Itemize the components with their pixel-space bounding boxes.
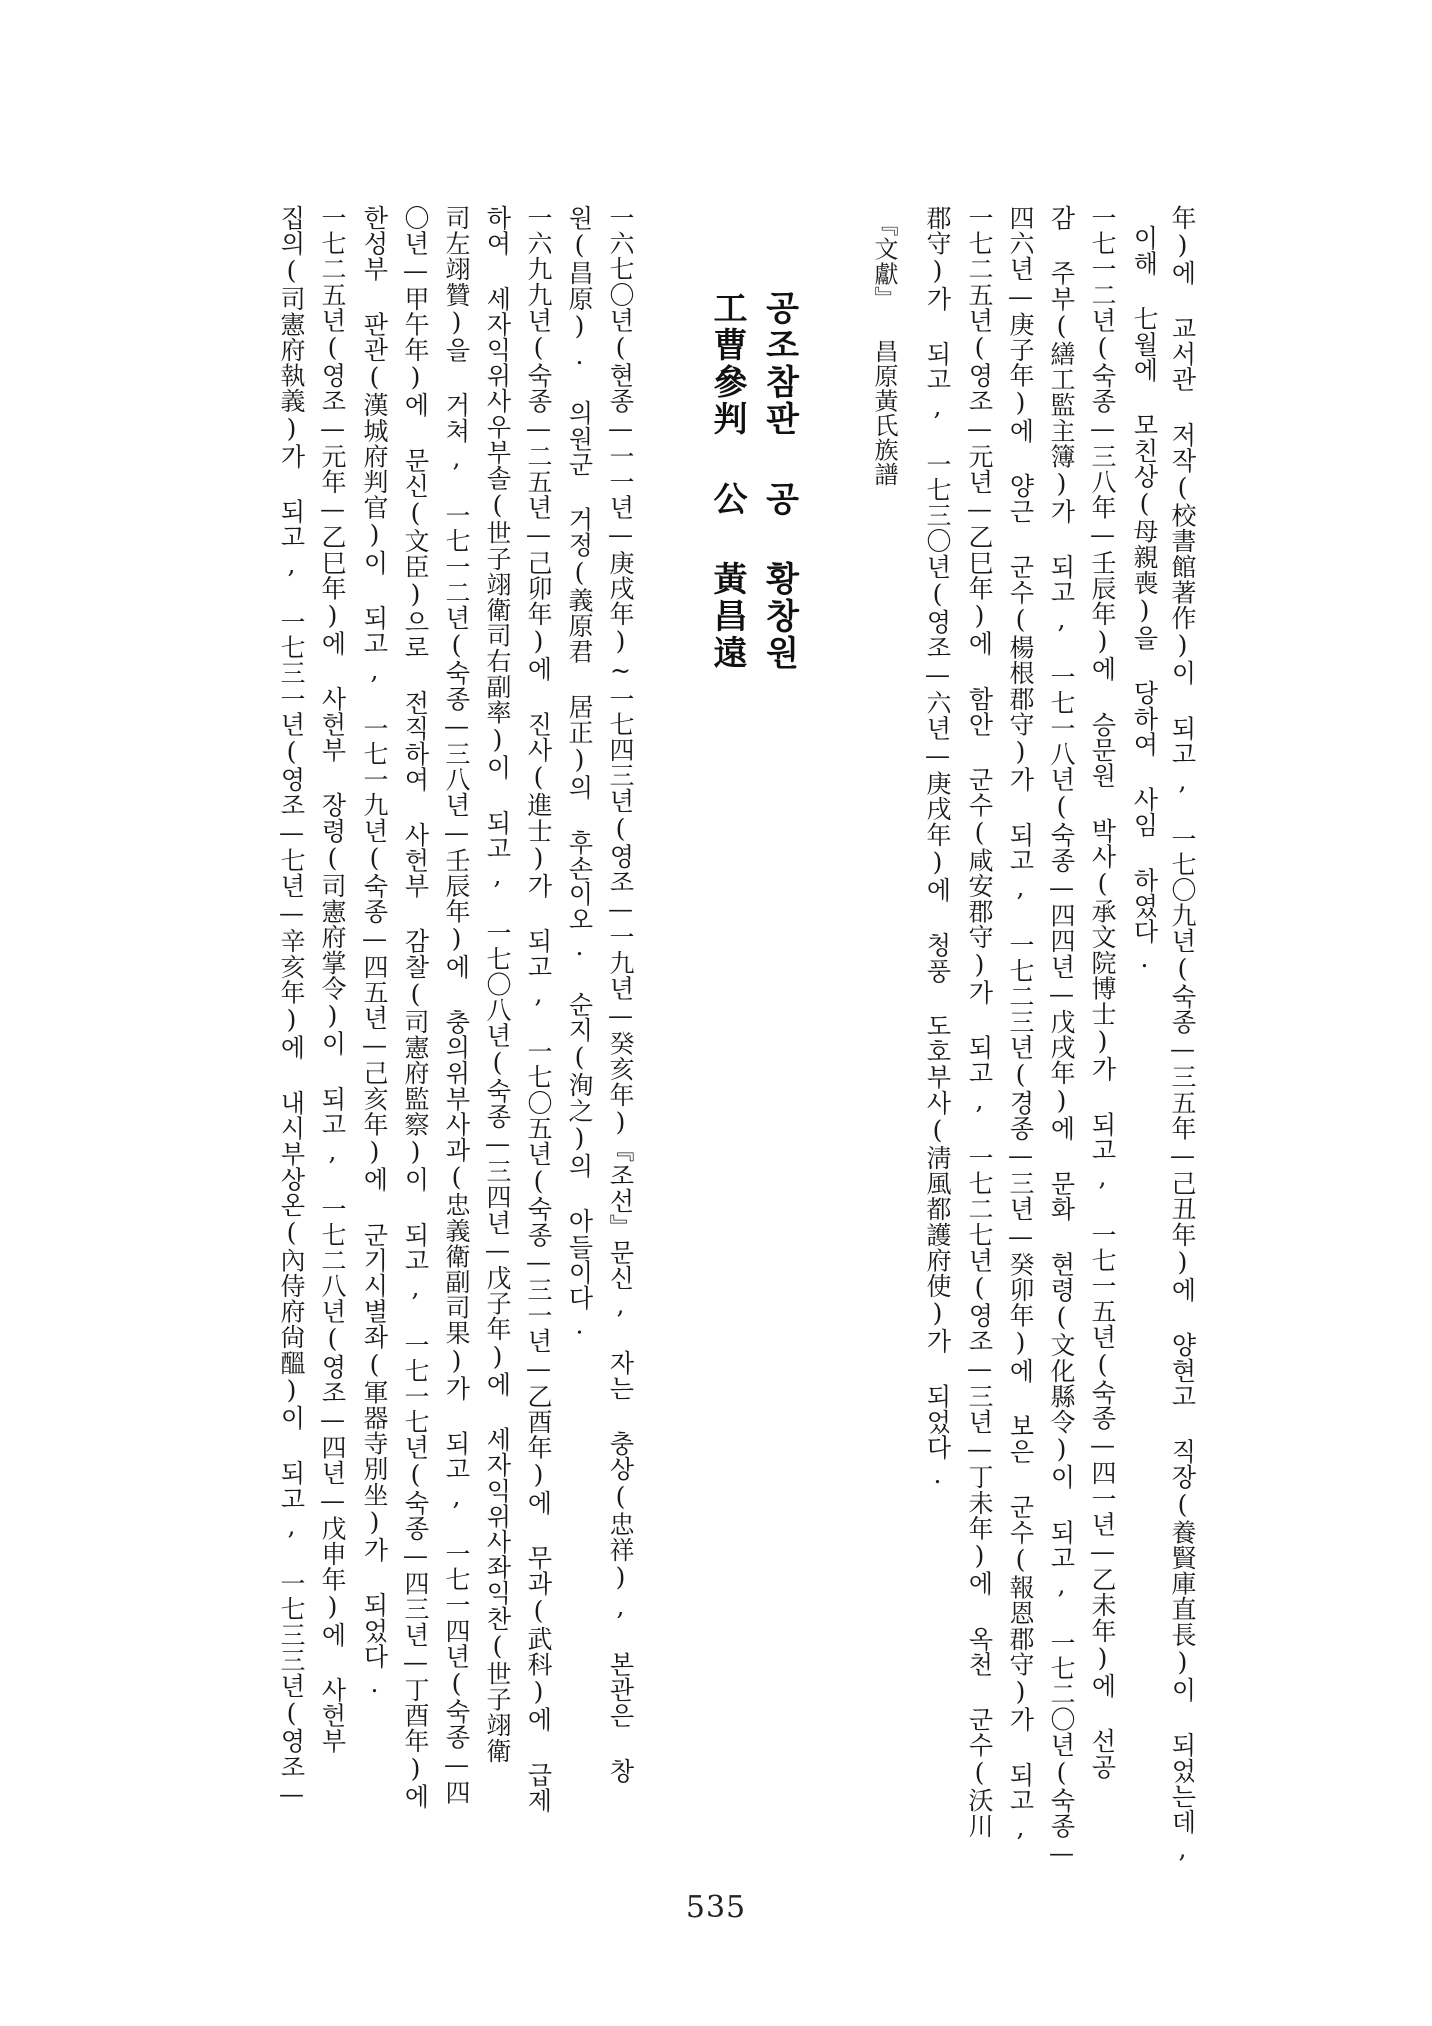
top-entry-line-6: 一七二五년(영조—元년—乙巳年)에 함안 군수(咸安郡守)가 되고, 一七二七년(영조—三년—丁未年)에 옥천 군수(沃川 bbox=[965, 205, 994, 1839]
source-citation: 『文獻』 昌原黃氏族譜 bbox=[870, 212, 898, 487]
bottom-entry-line-9: 집의(司憲府執義)가 되고, 一七三一년(영조—七년—辛亥年)에 내시부상온(內侍府尙醞)이 되고, 一七三三년(영조— bbox=[277, 205, 306, 1809]
bottom-entry-line-1: 一六七〇년(현종—一一년—庚戌年)~一七四三년(영조—一九년—癸亥年)『조선』문신, 자는 충상(忠祥), 본관은 창 bbox=[606, 205, 635, 1784]
top-entry-line-3: 一七一二년(숙종—三八年—壬辰年)에 승문원 박사(承文院博士)가 되고, 一七一五년(숙종—四一년—乙未年)에 선공 bbox=[1088, 205, 1117, 1780]
top-entry-line-5: 四六년—庚子年)에 양근 군수(楊根郡守)가 되고, 一七二三년(경종—三년—癸卯年)에 보은 군수(報恩郡守)가 되고, bbox=[1006, 205, 1035, 1843]
top-entry-line-2: 이해 七월에 모친상(母親喪)을 당하여 사임 하였다. bbox=[1130, 225, 1159, 974]
entry-title-hanja: 工曹參判 公 黃昌遠 bbox=[707, 290, 747, 672]
top-entry-line-4: 감 주부(繕工監主簿)가 되고, 一七一八년(숙종—四四년—戊戌年)에 문화 현령(文化縣令)이 되고, 一七二〇년(숙종— bbox=[1047, 205, 1076, 1869]
top-entry-line-7: 郡守)가 되고, 一七三〇년(영조—六년—庚戌年)에 청풍 도호부사(淸風都護府使)가 되었다. bbox=[923, 205, 952, 1490]
top-entry-line-1: 年)에 교서관 저작(校書館著作)이 되고, 一七〇九년(숙종—三五年—己丑年)에 양현고 직장(養賢庫直長)이 되었는데, bbox=[1168, 205, 1197, 1865]
bottom-entry-line-2: 원(昌原). 의원군 거정(義原君 居正)의 후손이오. 순지(洵之)의 아들이다. bbox=[565, 205, 594, 1341]
bottom-entry-line-3: 一六九九년(숙종—二五년—己卯年)에 진사(進士)가 되고, 一七〇五년(숙종—三一년—乙酉年)에 무과(武科)에 급제 bbox=[524, 205, 553, 1813]
bottom-entry-line-5: 司左翊贊)을 거쳐, 一七一二년(숙종—三八년—壬辰年)에 충의위부사과(忠義衛副司果)가 되고, 一七一四년(숙종—四 bbox=[442, 205, 471, 1805]
bottom-entry-line-7: 한성부 판관(漢城府判官)이 되고, 一七一九년(숙종—四五년—己亥年)에 군기시별좌(軍器寺別坐)가 되었다. bbox=[360, 205, 389, 1699]
bottom-entry-line-4: 하여 세자익위사우부솔(世子翊衛司右副率)이 되고, 一七〇八년(숙종—三四년—戊子年)에 세자익위사좌익찬(世子翊衛 bbox=[483, 205, 512, 1764]
page-number: 535 bbox=[685, 1890, 747, 1925]
entry-title-korean: 공조참판 공 황창원 bbox=[759, 290, 799, 672]
bottom-entry-line-8: 一七二五년(영조—元年—乙巳年)에 사헌부 장령(司憲府掌令)이 되고, 一七二八년(영조—四년—戊申年)에 사헌부 bbox=[318, 205, 347, 1754]
bottom-entry-line-6: 〇년—甲午年)에 문신(文臣)으로 전직하여 사헌부 감찰(司憲府監察)이 되고, 一七一七년(숙종—四三년—丁酉年)에 bbox=[401, 205, 430, 1809]
